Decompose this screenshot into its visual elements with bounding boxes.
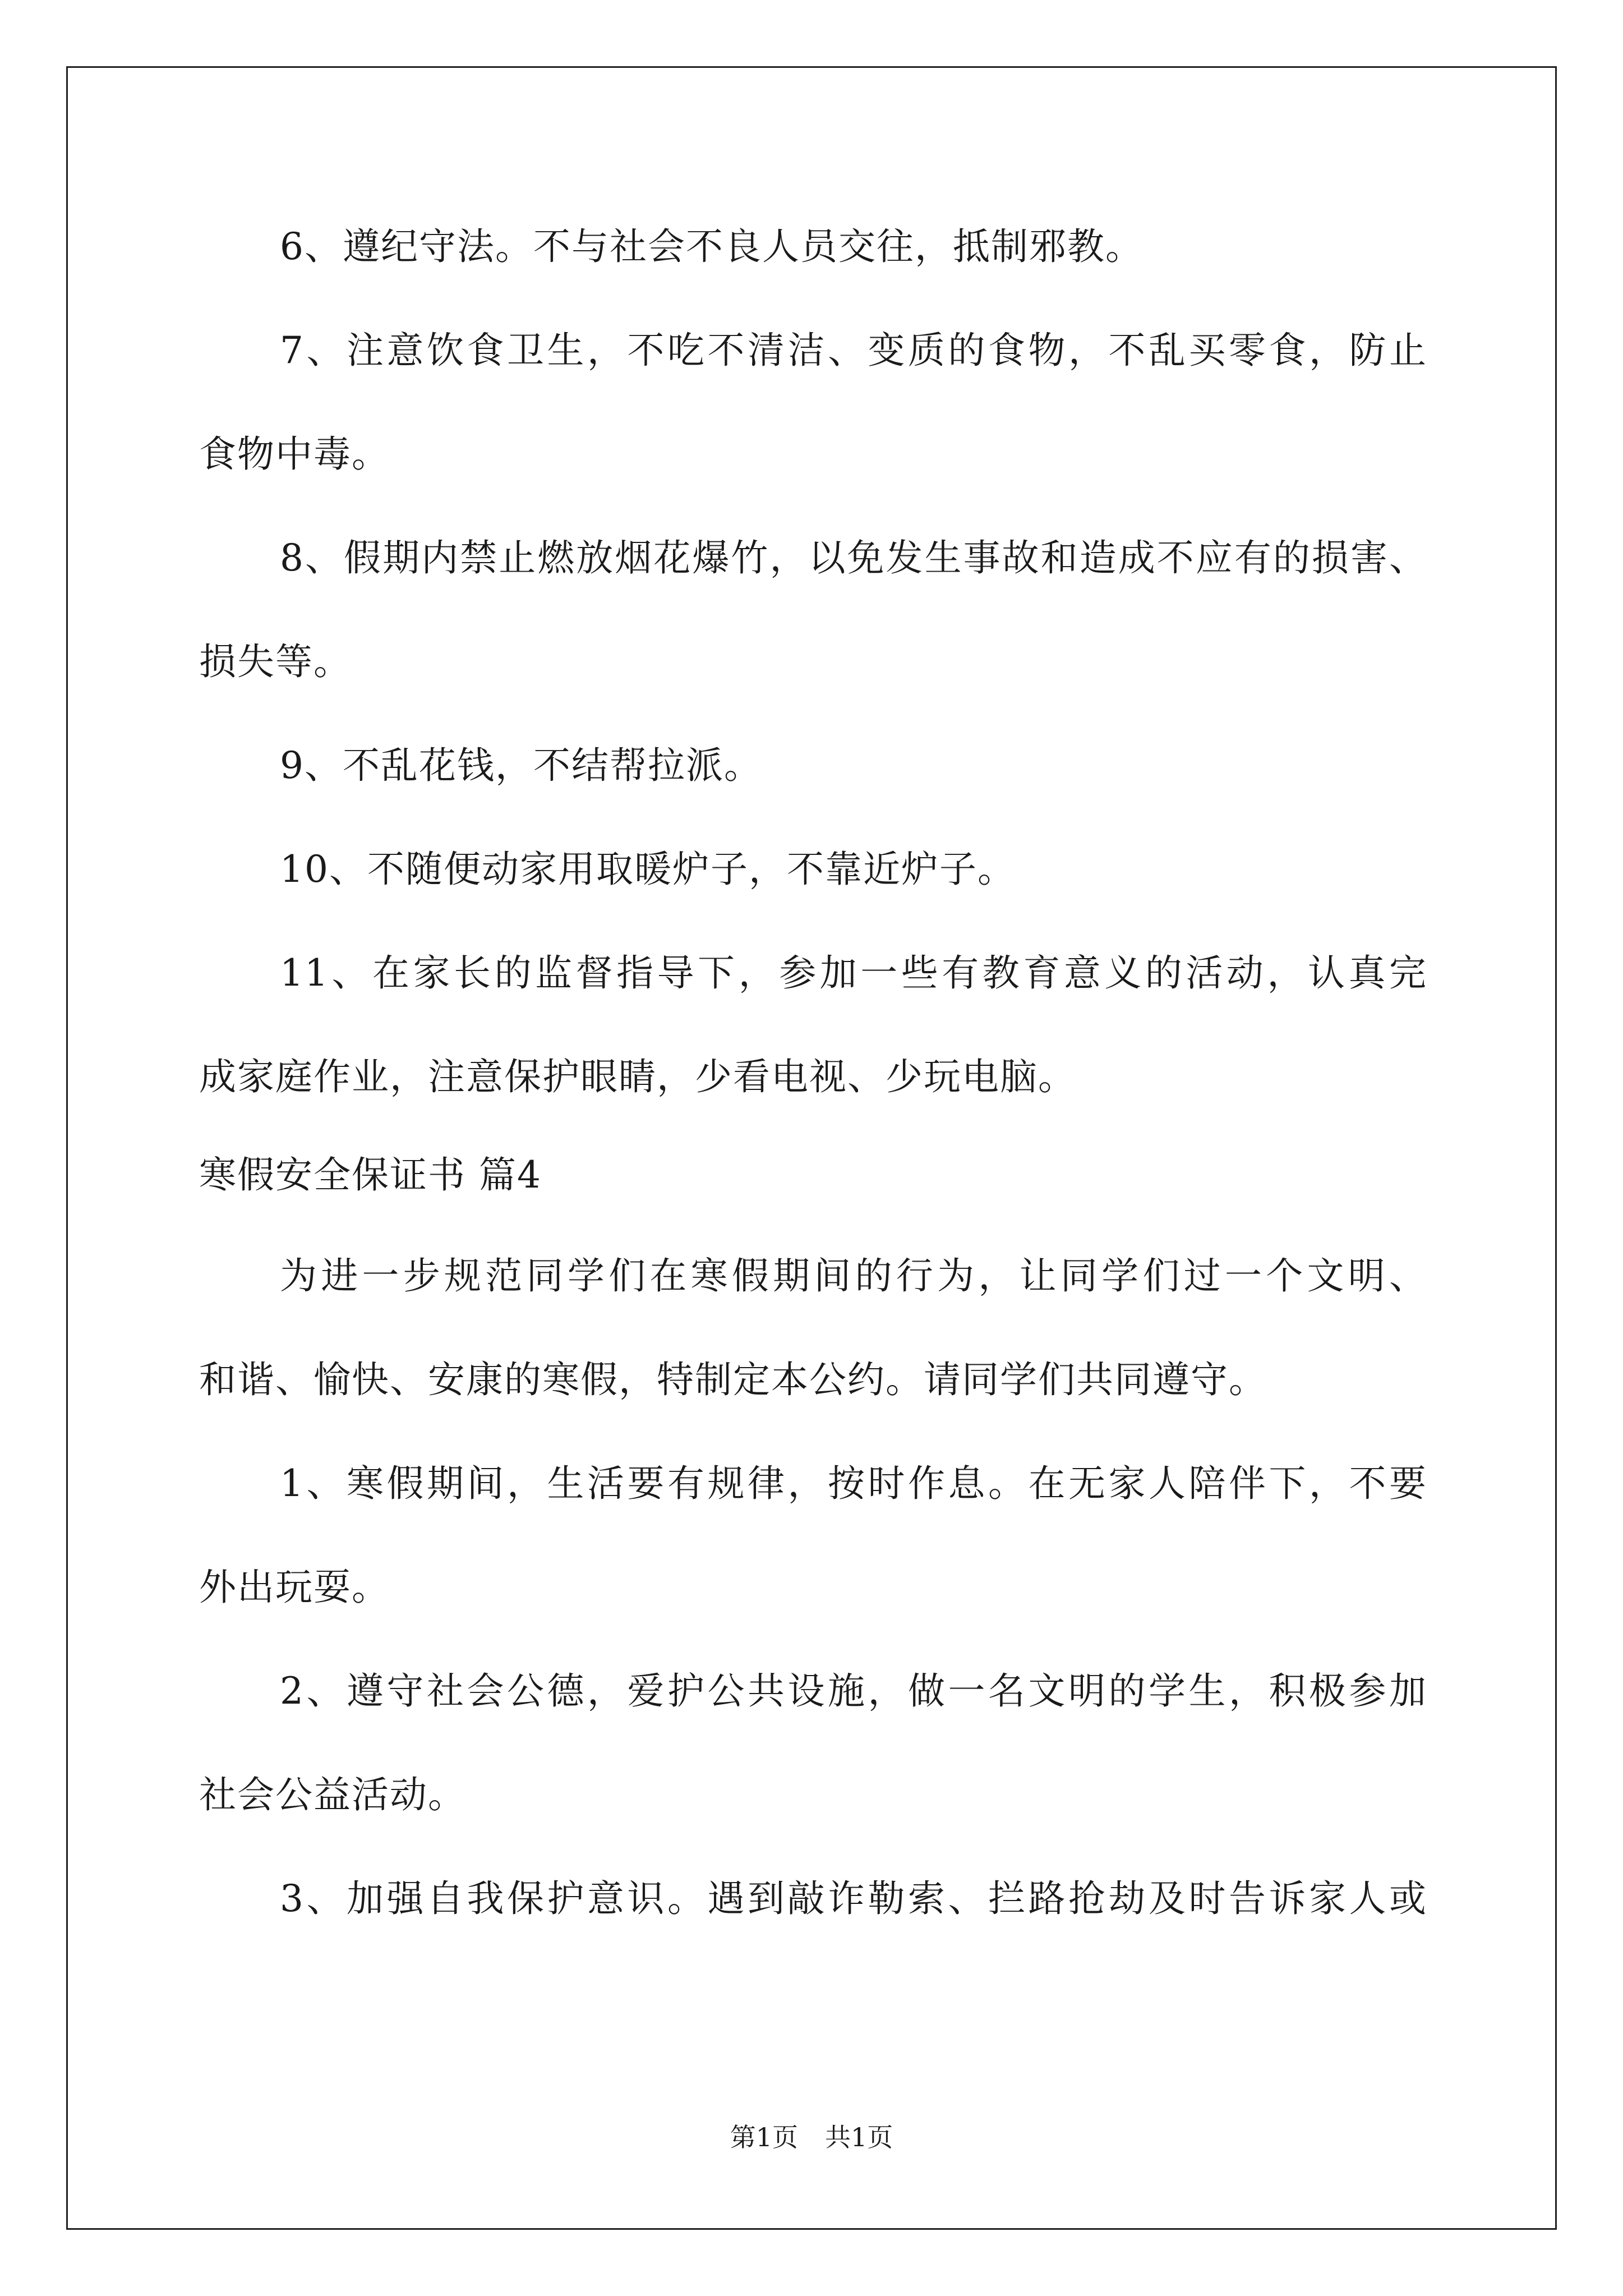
paragraph-line: 为进一步规范同学们在寒假期间的行为，让同学们过一个文明、 [280, 1254, 1427, 1297]
section-heading: 寒假安全保证书 篇4 [199, 1153, 542, 1197]
paragraph-line: 11、在家长的监督指导下，参加一些有教育意义的活动，认真完 [280, 951, 1427, 995]
paragraph-line: 8、假期内禁止燃放烟花爆竹，以免发生事故和造成不应有的损害、 [280, 536, 1427, 579]
page-number-current: 第1页 [730, 2122, 798, 2152]
paragraph-line: 社会公益活动。 [199, 1773, 466, 1816]
paragraph-line: 损失等。 [199, 640, 352, 683]
paragraph-line: 2、遵守社会公德，爱护公共设施，做一名文明的学生，积极参加 [280, 1669, 1427, 1713]
paragraph-line: 6、遵纪守法。不与社会不良人员交往，抵制邪教。 [280, 225, 1144, 268]
paragraph-line: 1、寒假期间，生活要有规律，按时作息。在无家人陪伴下，不要 [280, 1462, 1427, 1505]
paragraph-line: 9、不乱花钱，不结帮拉派。 [280, 744, 762, 787]
paragraph-line: 和谐、愉快、安康的寒假，特制定本公约。请同学们共同遵守。 [199, 1358, 1267, 1401]
paragraph-line: 外出玩耍。 [199, 1566, 390, 1609]
paragraph-line: 成家庭作业，注意保护眼睛，少看电视、少玩电脑。 [199, 1055, 1076, 1098]
paragraph-line: 10、不随便动家用取暖炉子，不靠近炉子。 [280, 848, 1016, 891]
paragraph-line: 食物中毒。 [199, 432, 390, 476]
paragraph-line: 3、加强自我保护意识。遇到敲诈勒索、拦路抢劫及时告诉家人或 [280, 1877, 1427, 1920]
page-number-total: 共1页 [825, 2122, 893, 2152]
page-footer [0, 2120, 1623, 2154]
paragraph-line: 7、注意饮食卫生，不吃不清洁、变质的食物，不乱买零食，防止 [280, 329, 1427, 372]
